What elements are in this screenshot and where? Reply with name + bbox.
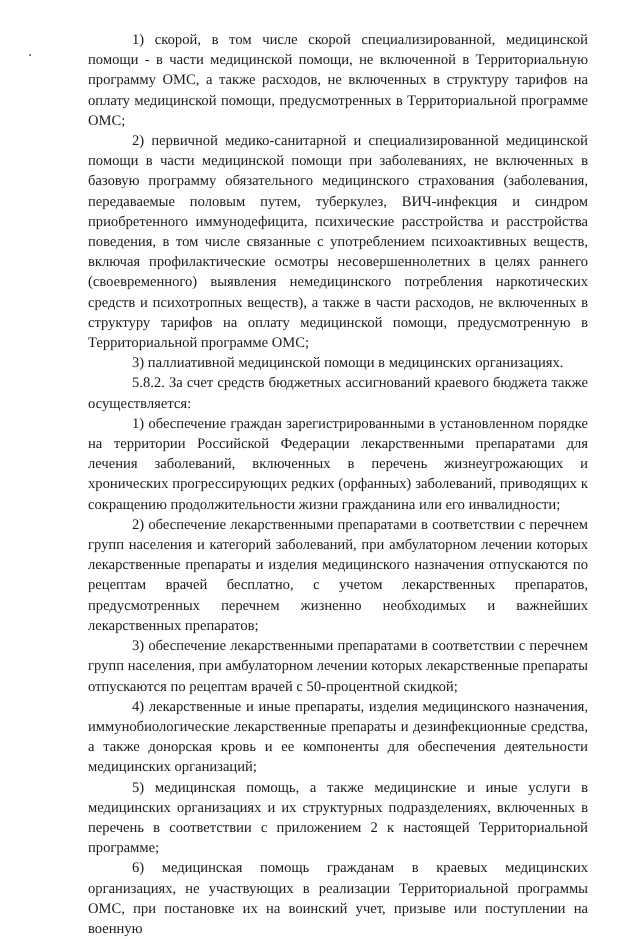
paragraph-10: 6) медицинская помощь гражданам в краевых медицинских организациях, не участвующих в реализации Территориальной программы ОМС, при постановке их на воинский учет, призыве или поступлении на военную — [88, 860, 588, 937]
paragraph-8: 4) лекарственные и иные препараты, изделия медицинского назначения, иммунобиологические лекарственные препараты и дезинфекционные средства, а также донорская кровь и ее компоненты для обеспечения деятельности медицинских организаций; — [88, 698, 588, 776]
paragraph-5: 1) обеспечение граждан зарегистрированными в установленном порядке на территории Российской Федерации лекарственными препаратами для лечения заболеваний, включенных в перечень жизнеугрожающих и хронических прогрессирующих редких (орфанных) заболеваний, приводящих к сокращению продолжительности жизни гражданина или его инвалидности; — [88, 415, 588, 513]
document-body — [88, 30, 588, 939]
paragraph-4: 5.8.2. За счет средств бюджетных ассигнований краевого бюджета также осуществляется: — [88, 375, 588, 412]
paragraph-7: 3) обеспечение лекарственными препаратами в соответствии с перечнем групп населения, при амбулаторном лечении которых лекарственные препараты отпускаются по рецептам врачей с 50-процентной скидкой; — [88, 638, 588, 695]
paragraph-3: 3) паллиативной медицинской помощи в медицинских организациях. — [132, 355, 564, 372]
paragraph-1: 1) скорой, в том числе скорой специализированной, медицинской помощи - в части медицинской помощи, не включенной в Территориальную программу ОМС, а также расходов, не включенных в структуру тарифов на оплату медицинской помощи, предусмотренных в Территориальной программе ОМС; — [88, 32, 588, 129]
paragraph-6: 2) обеспечение лекарственными препаратами в соответствии с перечнем групп населения и категорий заболеваний, при амбулаторном лечении которых лекарственные препараты и изделия медицинского назначения отпускаются по рецептам врачей бесплатно, с учетом лекарственных препаратов, предусмотренных перечнем жизненно необходимых и важнейших лекарственных препаратов; — [88, 516, 588, 634]
scan-speck — [29, 54, 31, 56]
paragraph-9: 5) медицинская помощь, а также медицинские и иные услуги в медицинских организациях и их структурных подразделениях, включенных в перечень в соответствии с приложением 2 к настоящей Территориальной программе; — [88, 779, 588, 857]
paragraph-2: 2) первичной медико-санитарной и специализированной медицинской помощи в части медицинской помощи при заболеваниях, не включенных в базовую программу обязательного медицинского страхования (заболевания, передаваемые половым путем, туберкулез, ВИЧ-инфекция и синдром приобретенного иммунодефицита, психические расстройства и расстройства поведения, в том числе связанные с употреблением психоактивных веществ, включая профилактические осмотры несовершеннолетних в целях раннего (своевременного) выявления немедицинского потребления наркотических средств и психотропных веществ), а также в части расходов, не включенных в структуру тарифов на оплату медицинской помощи, предусмотренную в Территориальной программе ОМС; — [88, 133, 588, 352]
